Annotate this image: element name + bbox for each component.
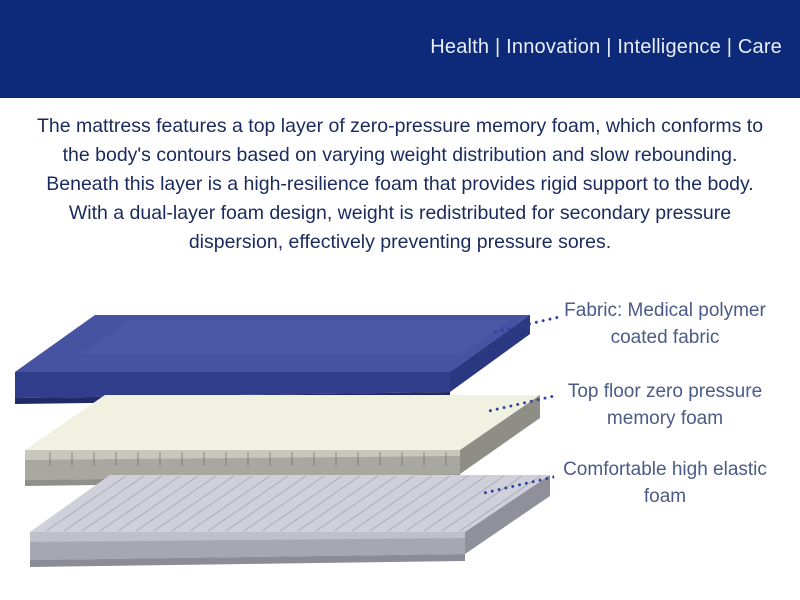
callout-fabric: Fabric: Medical polymer coated fabric — [564, 300, 766, 348]
callout-memory-foam: Top floor zero pressure memory foam — [567, 381, 763, 429]
elastic-foam-layer-graphic — [10, 470, 560, 590]
header-tagline: Health | Innovation | Intelligence | Care — [430, 36, 782, 58]
header-banner — [0, 0, 800, 98]
intro-paragraph: The mattress features a top layer of zero-pressure memory foam, which conforms to the body's contours based on varying weight distribution and slow rebounding. Beneath this layer is a high-resilience foam that provides rigid support to the body. With a dual-layer foam design, weight is redistributed for secondary pressure dispersion, effectively preventing pressure sores. — [36, 115, 764, 253]
callout-elastic-foam: Comfortable high elastic foam — [563, 459, 767, 507]
